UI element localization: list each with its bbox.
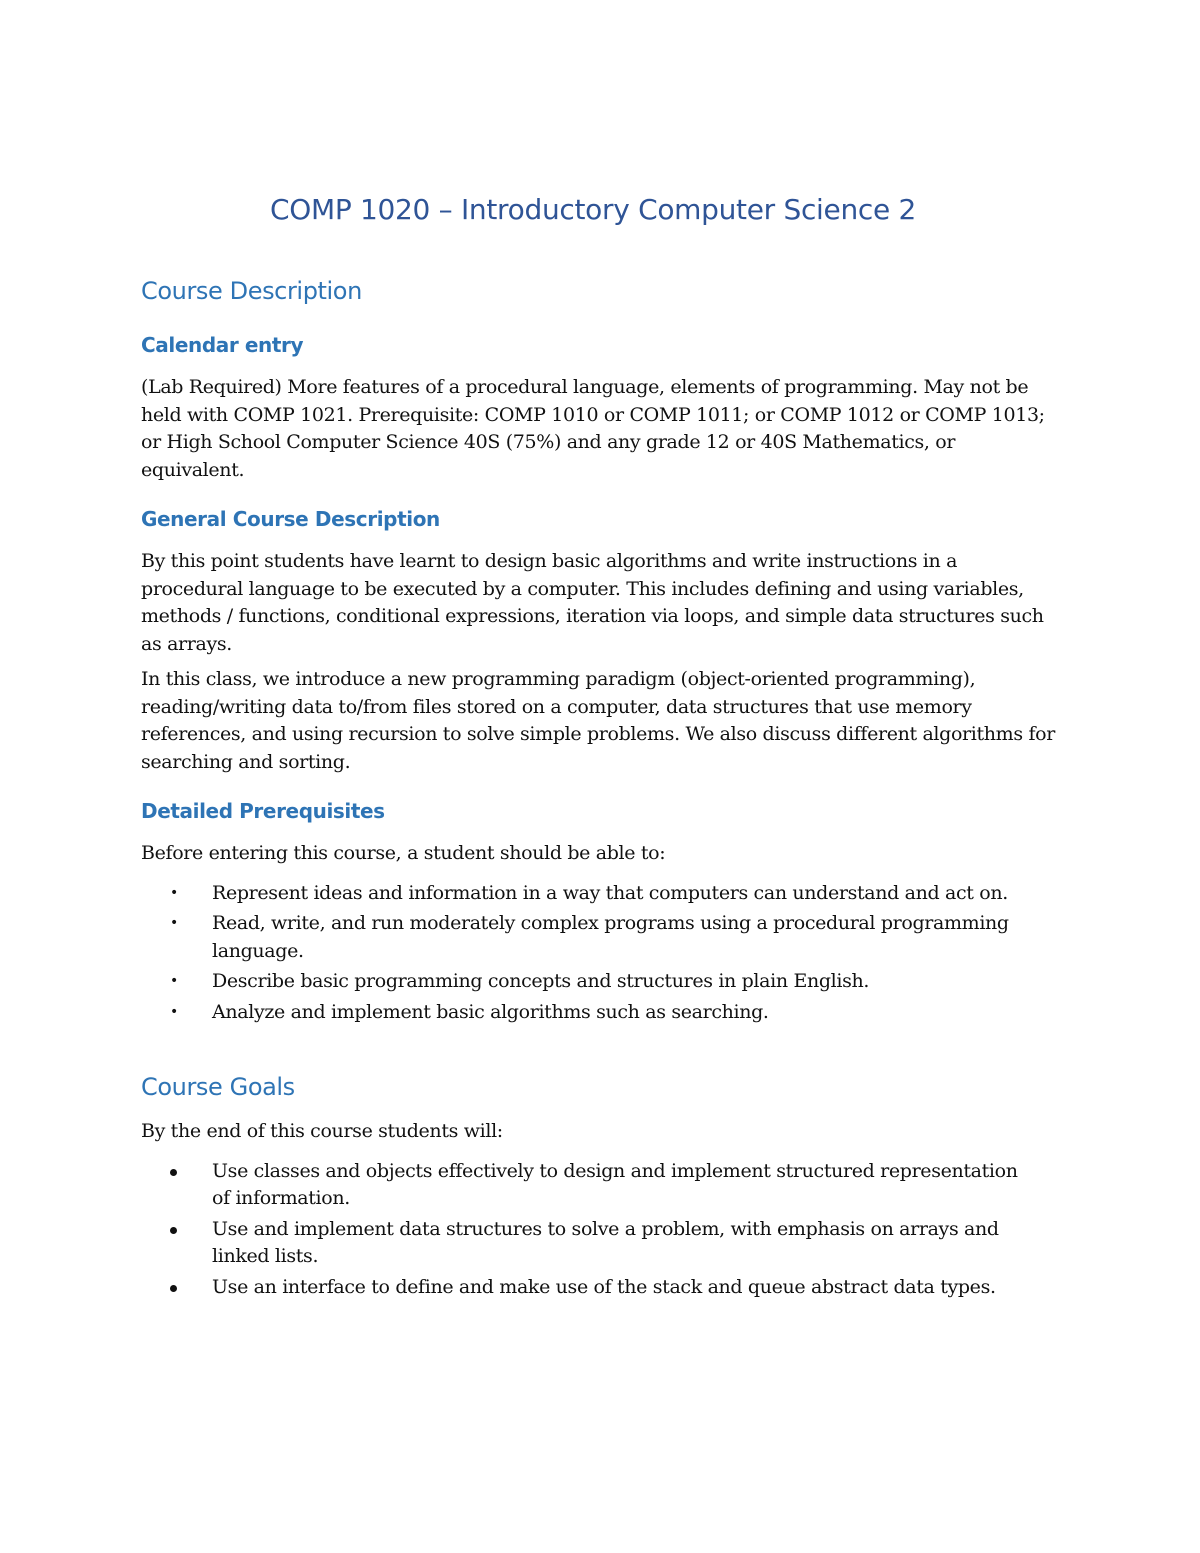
list-item-text: Use classes and objects effectively to design and implement structured representation of information. xyxy=(212,1159,1018,1209)
list-item-text: Use and implement data structures to solve a problem, with emphasis on arrays and linked lists. xyxy=(212,1217,999,1267)
list-item-text: Analyze and implement basic algorithms such as searching. xyxy=(212,1000,769,1023)
document-content xyxy=(141,190,1061,1304)
general-description-paragraph-1: By this point students have learnt to design basic algorithms and write instructions in a procedural language to be executed by a computer. This includes defining and using variables, methods / functions, conditional expressions, iteration via loops, and simple data structures such as arrays. xyxy=(141,550,1044,655)
list-item-text: Use an interface to define and make use of the stack and queue abstract data types. xyxy=(212,1275,996,1298)
prerequisites-heading: Detailed Prerequisites xyxy=(141,799,385,823)
list-item xyxy=(141,880,1061,908)
list-item-text: Read, write, and run moderately complex programs using a procedural programming language. xyxy=(212,912,1009,962)
filled-circle-bullet-icon xyxy=(170,1169,177,1176)
bullet-icon: • xyxy=(170,915,178,931)
course-goals-heading: Course Goals xyxy=(141,1073,295,1101)
list-item-text: Represent ideas and information in a way that computers can understand and act on. xyxy=(212,881,1008,904)
course-goals-intro: By the end of this course students will: xyxy=(141,1120,503,1142)
list-item xyxy=(141,1216,1061,1271)
prerequisites-intro: Before entering this course, a student should be able to: xyxy=(141,842,666,864)
course-goals-list xyxy=(141,1158,1061,1302)
course-description-heading: Course Description xyxy=(141,277,362,305)
bullet-icon: • xyxy=(170,973,178,989)
list-item xyxy=(141,999,1061,1027)
list-item xyxy=(141,1274,1061,1302)
document-title: COMP 1020 – Introductory Computer Science 2 xyxy=(269,193,917,226)
bullet-icon: • xyxy=(170,1003,178,1020)
list-item xyxy=(141,968,1061,996)
prerequisites-list xyxy=(141,880,1061,1027)
filled-circle-bullet-icon xyxy=(170,1285,177,1292)
list-item xyxy=(141,1158,1061,1213)
filled-circle-bullet-icon xyxy=(170,1227,177,1234)
list-item-text: Describe basic programming concepts and structures in plain English. xyxy=(212,970,870,992)
list-item xyxy=(141,910,1061,965)
bullet-icon: • xyxy=(170,884,178,901)
general-description-heading: General Course Description xyxy=(141,507,440,531)
calendar-entry-heading: Calendar entry xyxy=(141,333,304,357)
general-description-paragraph-2: In this class, we introduce a new programming paradigm (object-oriented programming), reading/writing data to/from files stored on a computer, data structures that use memory references, and using recursion to solve simple problems. We also discuss different algorithms for searching and sorting. xyxy=(141,668,1055,773)
calendar-entry-text: (Lab Required) More features of a procedural language, elements of programming. May not be held with COMP 1021. Prerequisite: COMP 1010 or COMP 1011; or COMP 1012 or COMP 1013; or High School Computer Science 40S (75%) and any grade 12 or 40S Mathematics, or equivalent. xyxy=(141,376,1045,481)
